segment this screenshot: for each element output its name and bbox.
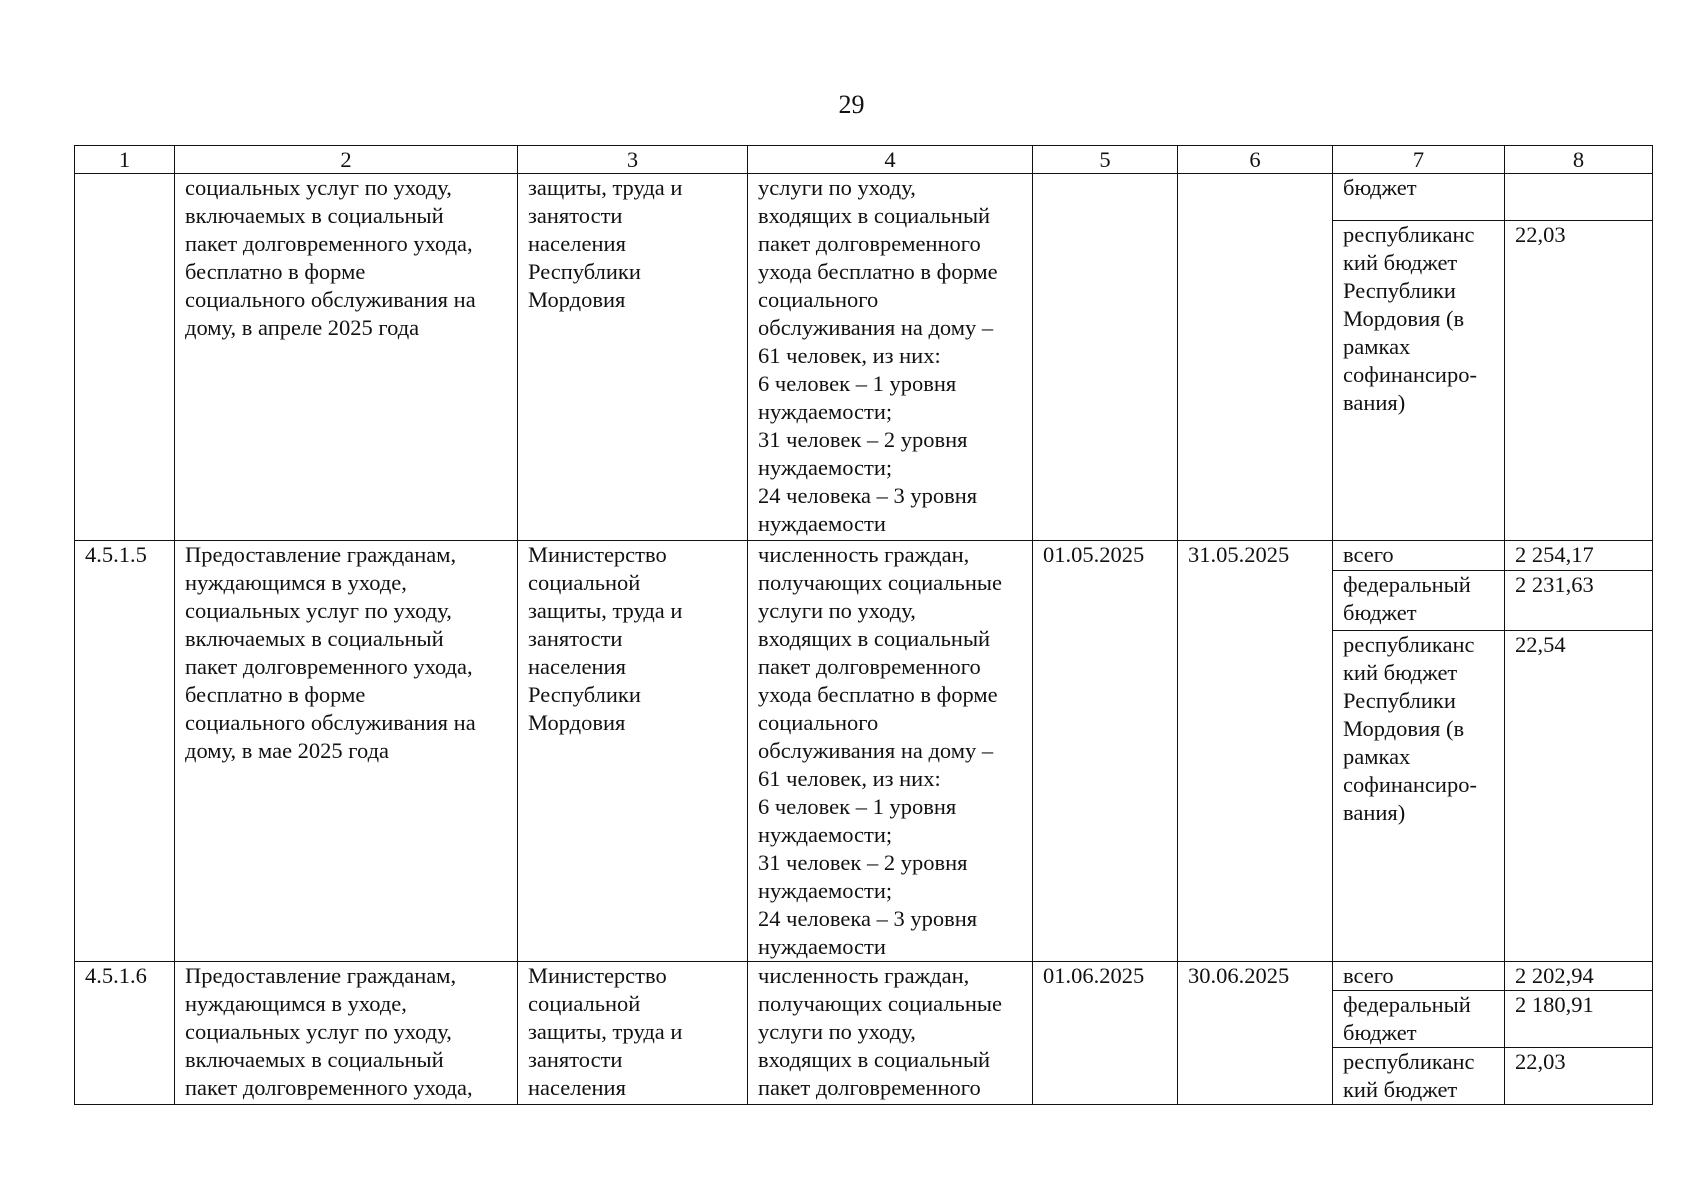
- item-number-cell-empty: [75, 174, 175, 541]
- column-number-2: 2: [175, 146, 518, 174]
- column-number-7: 7: [1333, 146, 1505, 174]
- activity-name-cell: социальных услуг по уходу, включаемых в социальный пакет долговременного ухода, бесплатно в форме социального обслуживания на дому, в апреле 2025 года: [175, 174, 518, 541]
- end-date-cell: 31.05.2025: [1178, 541, 1333, 962]
- funding-source-cell: всего: [1333, 541, 1505, 571]
- column-number-8: 8: [1505, 146, 1653, 174]
- funding-amount-cell: 2 231,63: [1505, 571, 1653, 631]
- item-number-cell: 4.5.1.6: [75, 962, 175, 1105]
- page-number: 29: [838, 90, 865, 119]
- start-date-cell-empty: [1033, 174, 1178, 541]
- funding-source-cell: республиканс кий бюджет: [1333, 1048, 1505, 1105]
- column-number-1: 1: [75, 146, 175, 174]
- end-date-cell-empty: [1178, 174, 1333, 541]
- column-number-4: 4: [748, 146, 1033, 174]
- funding-amount-cell: 22,54: [1505, 631, 1653, 962]
- start-date-cell: 01.06.2025: [1033, 962, 1178, 1105]
- funding-amount-cell: 22,03: [1505, 221, 1653, 541]
- column-number-6: 6: [1178, 146, 1333, 174]
- funding-amount-cell: 2 254,17: [1505, 541, 1653, 571]
- indicator-cell: услуги по уходу, входящих в социальный пакет долговременного ухода бесплатно в форме социального обслуживания на дому – 61 человек, из них: 6 человек – 1 уровня нуждаемости; 31 человек – 2 уровня нуждаемости; 24 человека – 3 уровня нуждаемости: [748, 174, 1033, 541]
- responsible-agency-cell: Министерство социальной защиты, труда и занятости населения Республики Мордовия: [518, 541, 748, 962]
- funding-source-cell: федеральный бюджет: [1333, 991, 1505, 1048]
- column-number-3: 3: [518, 146, 748, 174]
- indicator-cell: численность граждан, получающих социальные услуги по уходу, входящих в социальный пакет долговременного: [748, 962, 1033, 1105]
- program-activities-table: [74, 145, 1653, 1105]
- funding-source-cell: федеральный бюджет: [1333, 571, 1505, 631]
- activity-name-cell: Предоставление гражданам, нуждающимся в уходе, социальных услуг по уходу, включаемых в социальный пакет долговременного ухода,: [175, 962, 518, 1105]
- funding-source-cell: республиканс кий бюджет Республики Мордовия (в рамках софинансиро- вания): [1333, 631, 1505, 962]
- funding-amount-cell: 22,03: [1505, 1048, 1653, 1105]
- table-row-continued: [75, 174, 1653, 221]
- funding-amount-cell: 2 180,91: [1505, 991, 1653, 1048]
- item-number-cell: 4.5.1.5: [75, 541, 175, 962]
- funding-source-cell: республиканс кий бюджет Республики Мордовия (в рамках софинансиро- вания): [1333, 221, 1505, 541]
- responsible-agency-cell: защиты, труда и занятости населения Республики Мордовия: [518, 174, 748, 541]
- funding-source-cell: всего: [1333, 962, 1505, 991]
- end-date-cell: 30.06.2025: [1178, 962, 1333, 1105]
- responsible-agency-cell: Министерство социальной защиты, труда и занятости населения: [518, 962, 748, 1105]
- table-row-4-5-1-5: [75, 541, 1653, 571]
- activity-name-cell: Предоставление гражданам, нуждающимся в уходе, социальных услуг по уходу, включаемых в социальный пакет долговременного ухода, бесплатно в форме социального обслуживания на дому, в мае 2025 года: [175, 541, 518, 962]
- column-number-header-row: [75, 146, 1653, 174]
- funding-amount-cell: 2 202,94: [1505, 962, 1653, 991]
- funding-source-cell: бюджет: [1333, 174, 1505, 221]
- table-row-4-5-1-6: [75, 962, 1653, 991]
- indicator-cell: численность граждан, получающих социальные услуги по уходу, входящих в социальный пакет долговременного ухода бесплатно в форме социального обслуживания на дому – 61 человек, из них: 6 человек – 1 уровня нуждаемости; 31 человек – 2 уровня нуждаемости; 24 человека – 3 уровня нуждаемости: [748, 541, 1033, 962]
- funding-amount-cell-empty: [1505, 174, 1653, 221]
- start-date-cell: 01.05.2025: [1033, 541, 1178, 962]
- column-number-5: 5: [1033, 146, 1178, 174]
